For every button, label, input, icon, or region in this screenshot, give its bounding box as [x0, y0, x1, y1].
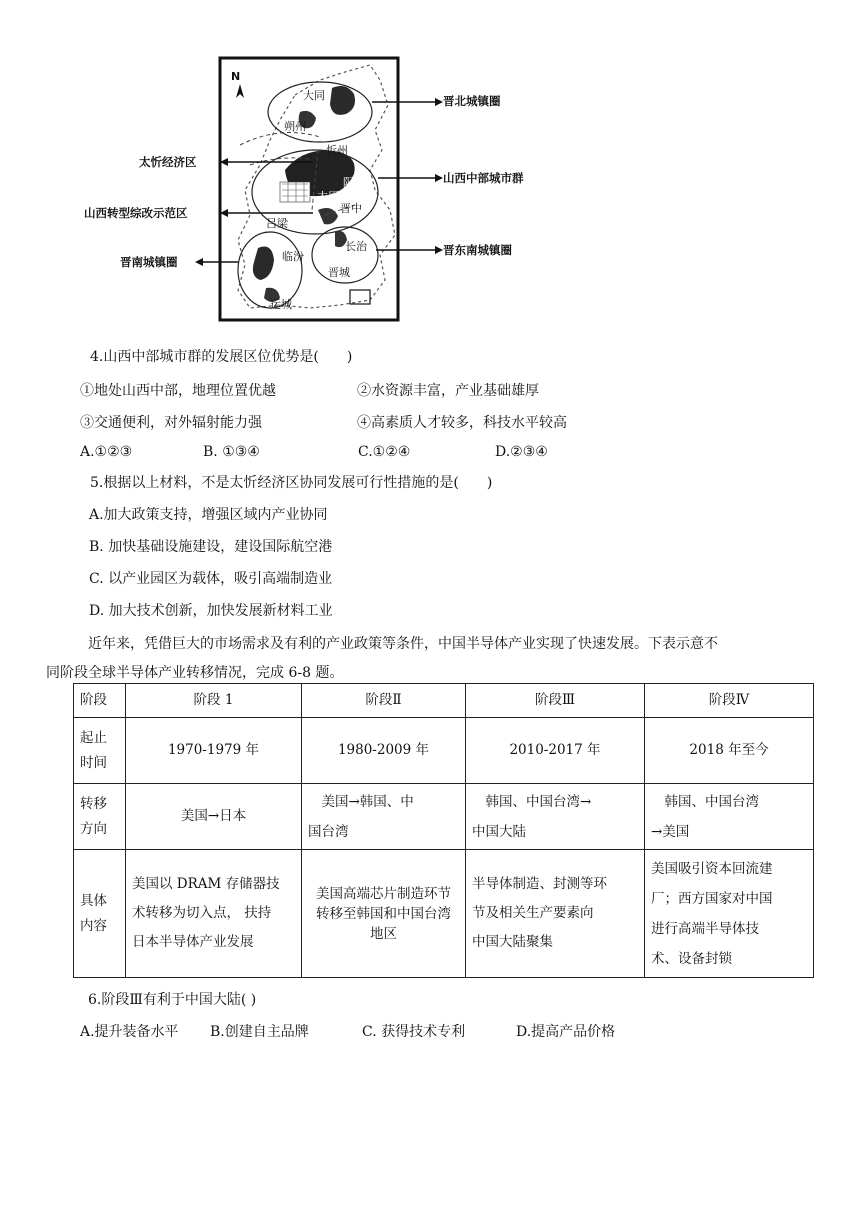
header-stage-2: 阶段Ⅱ — [302, 684, 466, 718]
label-jinnan: 晋南城镇圈 — [120, 255, 178, 269]
label-transformation: 山西转型综改示范区 — [84, 206, 188, 220]
city-yangquan: 阳泉 — [343, 176, 365, 189]
content-stage-3-line-1: 半导体制造、封测等环 — [472, 876, 607, 892]
row-label-time-1: 起止 — [80, 729, 107, 746]
q4-option-c[interactable]: C.①②④ — [358, 444, 411, 460]
direction-stage-4-line-2: →美国 — [651, 823, 690, 840]
content-stage-4-line-1: 美国吸引资本回流建 — [651, 860, 773, 877]
q4-item-2: ②水资源丰富，产业基础雄厚 — [357, 383, 539, 399]
table-row-time — [74, 718, 814, 784]
q6-option-c[interactable]: C. 获得技术专利 — [362, 1024, 466, 1040]
city-yuncheng: 运城 — [270, 298, 292, 311]
direction-stage-2-line-1: 美国→韩国、中 — [308, 793, 414, 810]
q5-option-b[interactable]: B. 加快基础设施建设，建设国际航空港 — [89, 539, 333, 555]
content-stage-1-line-1: 美国以 DRAM 存储器技 — [132, 876, 280, 892]
q4-item-3: ③交通便利，对外辐射能力强 — [80, 415, 262, 431]
time-stage-2: 1980-2009 年 — [302, 718, 466, 784]
city-xinzhou: 忻州 — [326, 144, 348, 157]
q6-option-b[interactable]: B.创建自主品牌 — [210, 1024, 309, 1040]
q4-stem: 4.山西中部城市群的发展区位优势是( ) — [90, 349, 353, 365]
city-lvliang: 吕梁 — [266, 217, 288, 230]
content-stage-1-line-2: 术转移为切入点， 扶持 — [132, 905, 272, 921]
time-stage-3: 2010-2017 年 — [466, 718, 645, 784]
content-stage-4-line-4: 术、设备封锁 — [651, 950, 732, 967]
table-header-row — [74, 684, 814, 718]
time-stage-4: 2018 年至今 — [645, 718, 814, 784]
label-shanxi-central: 山西中部城市群 — [443, 171, 524, 185]
row-label-direction-1: 转移 — [80, 795, 107, 812]
content-stage-2-line-2: 转移至韩国和中国台湾 — [316, 905, 451, 922]
content-stage-4-line-3: 进行高端半导体技 — [651, 920, 759, 937]
header-stage-1: 阶段 1 — [126, 684, 302, 718]
q4-item-4: ④高素质人才较多，科技水平较高 — [357, 415, 567, 431]
content-stage-3-line-3: 中国大陆聚集 — [472, 934, 553, 950]
north-label: N — [231, 70, 241, 83]
q4-item-1: ①地处山西中部，地理位置优越 — [80, 383, 276, 399]
content-stage-3-line-2: 节及相关生产要素向 — [472, 905, 594, 921]
header-stage-3: 阶段Ⅲ — [466, 684, 645, 718]
city-datong: 大同 — [303, 89, 325, 102]
label-jindongnan: 晋东南城镇圈 — [443, 243, 512, 257]
content-stage-1-line-3: 日本半导体产业发展 — [132, 934, 254, 950]
label-taixin: 太忻经济区 — [139, 155, 197, 169]
city-jinzhong: 晋中 — [340, 202, 362, 215]
city-linfen: 临汾 — [282, 250, 304, 263]
q5-stem: 5.根据以上材料，不是太忻经济区协同发展可行性措施的是( ) — [90, 475, 493, 491]
table-row-direction — [74, 784, 814, 850]
q5-option-a[interactable]: A.加大政策支持，增强区域内产业协同 — [89, 507, 328, 523]
content-stage-2-line-3: 地区 — [370, 925, 397, 942]
header-stage-4: 阶段Ⅳ — [645, 684, 814, 718]
semiconductor-transfer-table — [73, 683, 814, 978]
direction-stage-1: 美国→日本 — [126, 784, 302, 850]
row-label-content-2: 内容 — [80, 917, 107, 934]
passage-line-1: 近年来，凭借巨大的市场需求及有利的产业政策等条件，中国半导体产业实现了快速发展。下表示意不 — [88, 636, 718, 652]
q6-stem: 6.阶段Ⅲ有利于中国大陆( ) — [88, 992, 257, 1008]
passage-line-2: 同阶段全球半导体产业转移情况，完成 6-8 题。 — [46, 665, 344, 681]
row-label-direction-2: 方向 — [80, 820, 107, 837]
direction-stage-3-line-2: 中国大陆 — [472, 823, 526, 840]
city-shuozhou: 朔州 — [284, 120, 306, 133]
q6-option-d[interactable]: D.提高产品价格 — [516, 1024, 616, 1040]
map-figure — [70, 50, 540, 330]
row-label-content-1: 具体 — [80, 892, 107, 909]
direction-stage-3-line-1: 韩国、中国台湾→ — [472, 793, 592, 810]
q6-option-a[interactable]: A.提升装备水平 — [80, 1024, 179, 1040]
q5-option-d[interactable]: D. 加大技术创新，加快发展新材料工业 — [89, 603, 333, 619]
direction-stage-2-line-2: 国台湾 — [308, 823, 349, 840]
city-changzhi: 长治 — [345, 240, 367, 253]
q5-option-c[interactable]: C. 以产业园区为载体，吸引高端制造业 — [89, 571, 333, 587]
q4-option-d[interactable]: D.②③④ — [495, 444, 548, 460]
content-stage-4-line-2: 厂；西方国家对中国 — [651, 890, 773, 907]
city-jincheng: 晋城 — [328, 266, 350, 279]
time-stage-1: 1970-1979 年 — [126, 718, 302, 784]
q4-option-a[interactable]: A.①②③ — [80, 444, 133, 460]
label-jinbei: 晋北城镇圈 — [443, 94, 501, 108]
header-stage: 阶段 — [74, 684, 126, 718]
content-stage-2-line-1: 美国高端芯片制造环节 — [316, 885, 451, 902]
city-taiyuan: 太原 — [317, 190, 339, 203]
table-row-content — [74, 850, 814, 978]
direction-stage-4-line-1: 韩国、中国台湾 — [651, 793, 759, 810]
q4-option-b[interactable]: B. ①③④ — [203, 444, 260, 460]
row-label-time-2: 时间 — [80, 754, 107, 771]
